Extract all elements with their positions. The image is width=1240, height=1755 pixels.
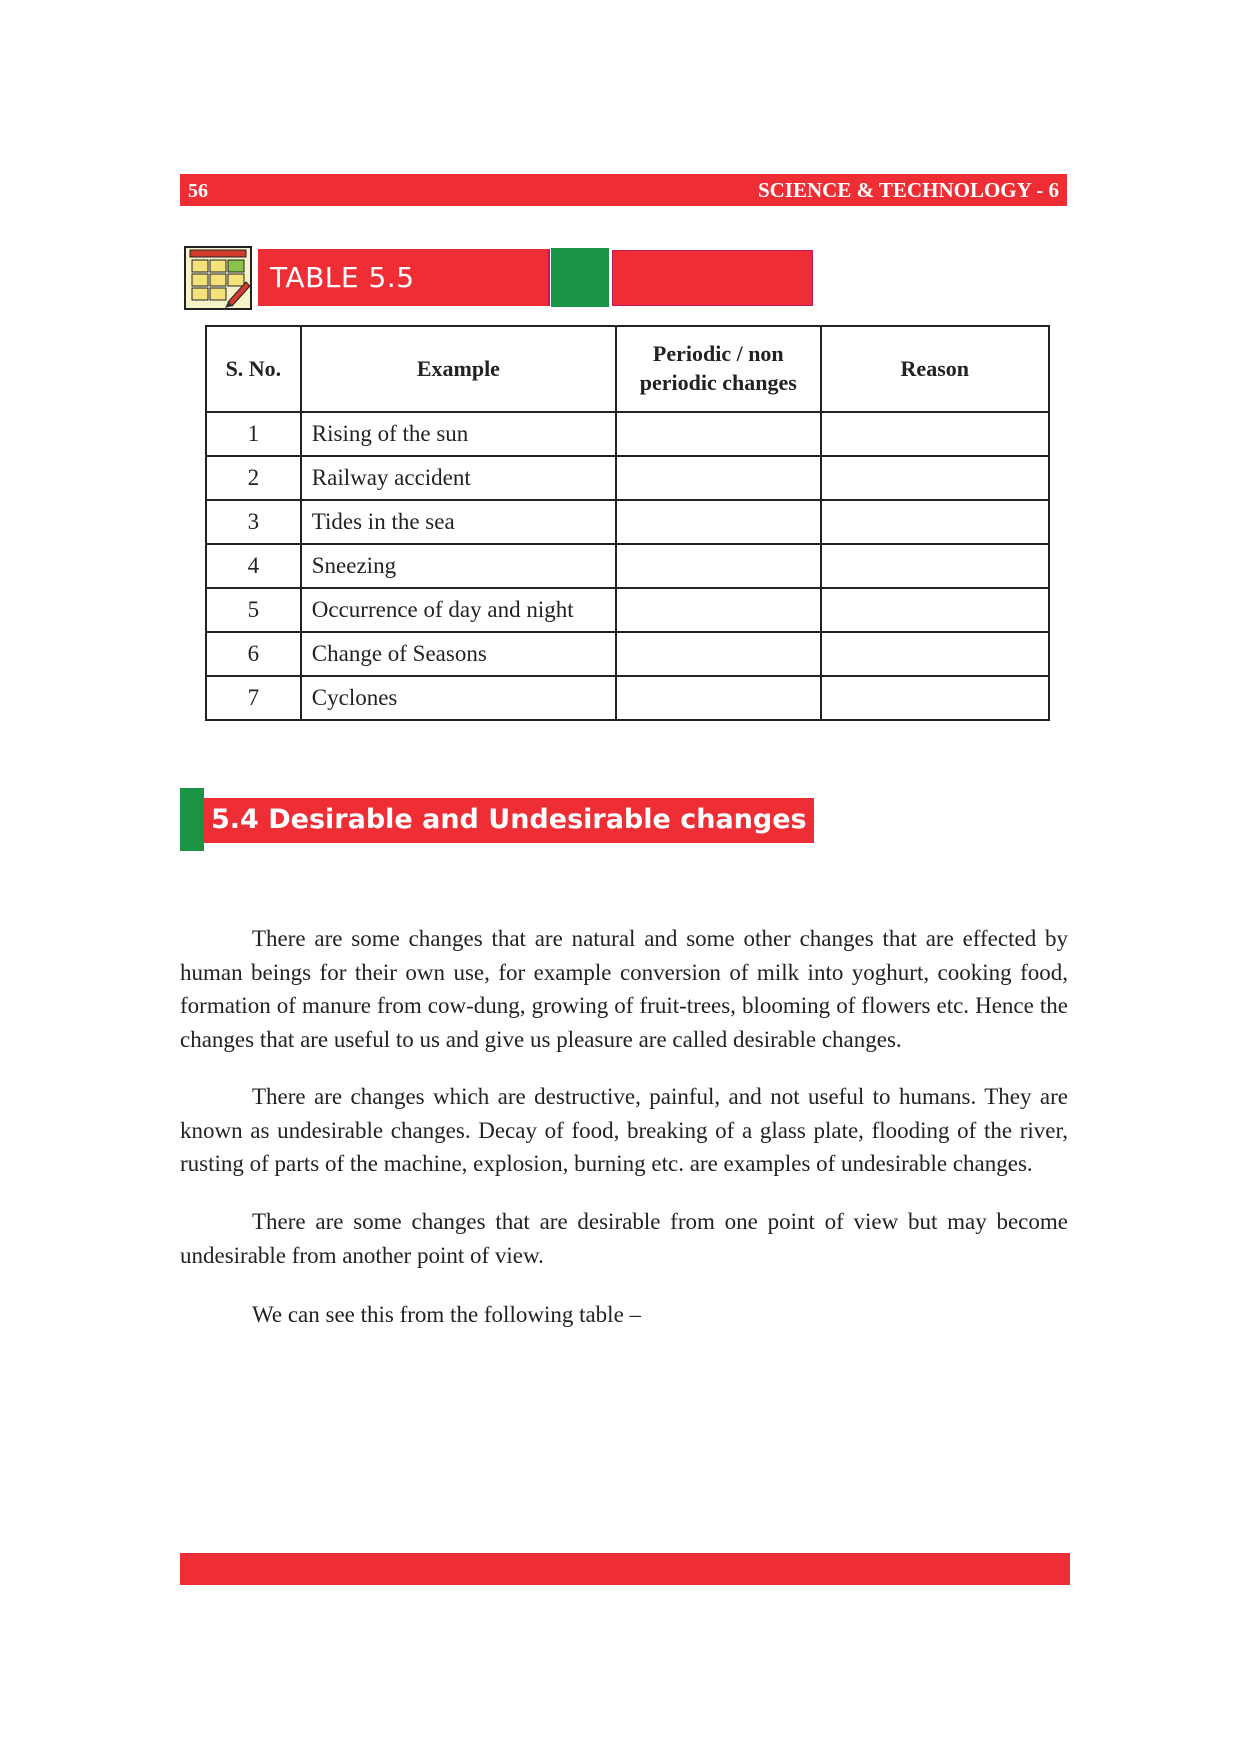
cell-periodic: [616, 500, 821, 544]
cell-reason: [821, 500, 1049, 544]
section-heading: 5.4 Desirable and Undesirable changes: [211, 804, 807, 835]
cell-reason: [821, 588, 1049, 632]
table-row: [206, 632, 1049, 676]
periodic-changes-table: [205, 325, 1050, 721]
paragraph-point-of-view: There are some changes that are desirable from one point of view but may become undesirable from another point of view.: [180, 1209, 1068, 1268]
cell-periodic: [616, 412, 821, 456]
cell-example: Occurrence of day and night: [301, 588, 616, 632]
cell-periodic: [616, 544, 821, 588]
table-title: TABLE 5.5: [270, 261, 415, 294]
page-header-bar: [180, 174, 1067, 206]
banner-green-block: [551, 248, 609, 307]
paragraph-desirable: There are some changes that are natural and some other changes that are effected by human beings for their own use, for example conversion of milk into yoghurt, cooking food, formation of manure from cow-dung, growing of fruit-trees, blooming of flowers etc. Hence the changes that are useful to us and give us pleasure are called desirable changes.: [180, 926, 1068, 1052]
header-periodic: Periodic / non periodic changes: [616, 326, 821, 412]
section-heading-banner: [204, 798, 814, 843]
cell-reason: [821, 544, 1049, 588]
page-number: 56: [188, 180, 208, 202]
table-row: [206, 544, 1049, 588]
cell-reason: [821, 456, 1049, 500]
cell-periodic: [616, 632, 821, 676]
banner-red-block: [612, 250, 813, 306]
cell-example: Sneezing: [301, 544, 616, 588]
table-header-row: [206, 326, 1049, 412]
cell-reason: [821, 412, 1049, 456]
cell-periodic: [616, 676, 821, 720]
book-title: SCIENCE & TECHNOLOGY - 6: [757, 178, 1059, 202]
cell-reason: [821, 676, 1049, 720]
header-reason: Reason: [821, 326, 1049, 412]
cell-sno: 6: [206, 632, 301, 676]
section-green-marker: [180, 788, 204, 851]
table-row: [206, 500, 1049, 544]
cell-sno: 3: [206, 500, 301, 544]
table-row: [206, 588, 1049, 632]
cell-sno: 4: [206, 544, 301, 588]
paragraph-undesirable: There are changes which are destructive, painful, and not useful to humans. They are known as undesirable changes. Decay of food, breaking of a glass plate, flooding of the river, rusting of parts of the machine, explosion, burning etc. are examples of undesirable changes.: [180, 1084, 1068, 1176]
cell-example: Rising of the sun: [301, 412, 616, 456]
header-example: Example: [301, 326, 616, 412]
table-row: [206, 676, 1049, 720]
cell-reason: [821, 632, 1049, 676]
cell-example: Cyclones: [301, 676, 616, 720]
cell-example: Tides in the sea: [301, 500, 616, 544]
cell-periodic: [616, 456, 821, 500]
cell-example: Change of Seasons: [301, 632, 616, 676]
header-sno: S. No.: [206, 326, 301, 412]
table-chart-icon: [184, 246, 252, 310]
table-row: [206, 412, 1049, 456]
cell-sno: 2: [206, 456, 301, 500]
cell-sno: 1: [206, 412, 301, 456]
cell-example: Railway accident: [301, 456, 616, 500]
cell-periodic: [616, 588, 821, 632]
table-title-banner: [258, 249, 550, 306]
cell-sno: 7: [206, 676, 301, 720]
page-footer-bar: [180, 1553, 1070, 1585]
paragraph-following-table: We can see this from the following table –: [252, 1302, 642, 1327]
cell-sno: 5: [206, 588, 301, 632]
table-row: [206, 456, 1049, 500]
